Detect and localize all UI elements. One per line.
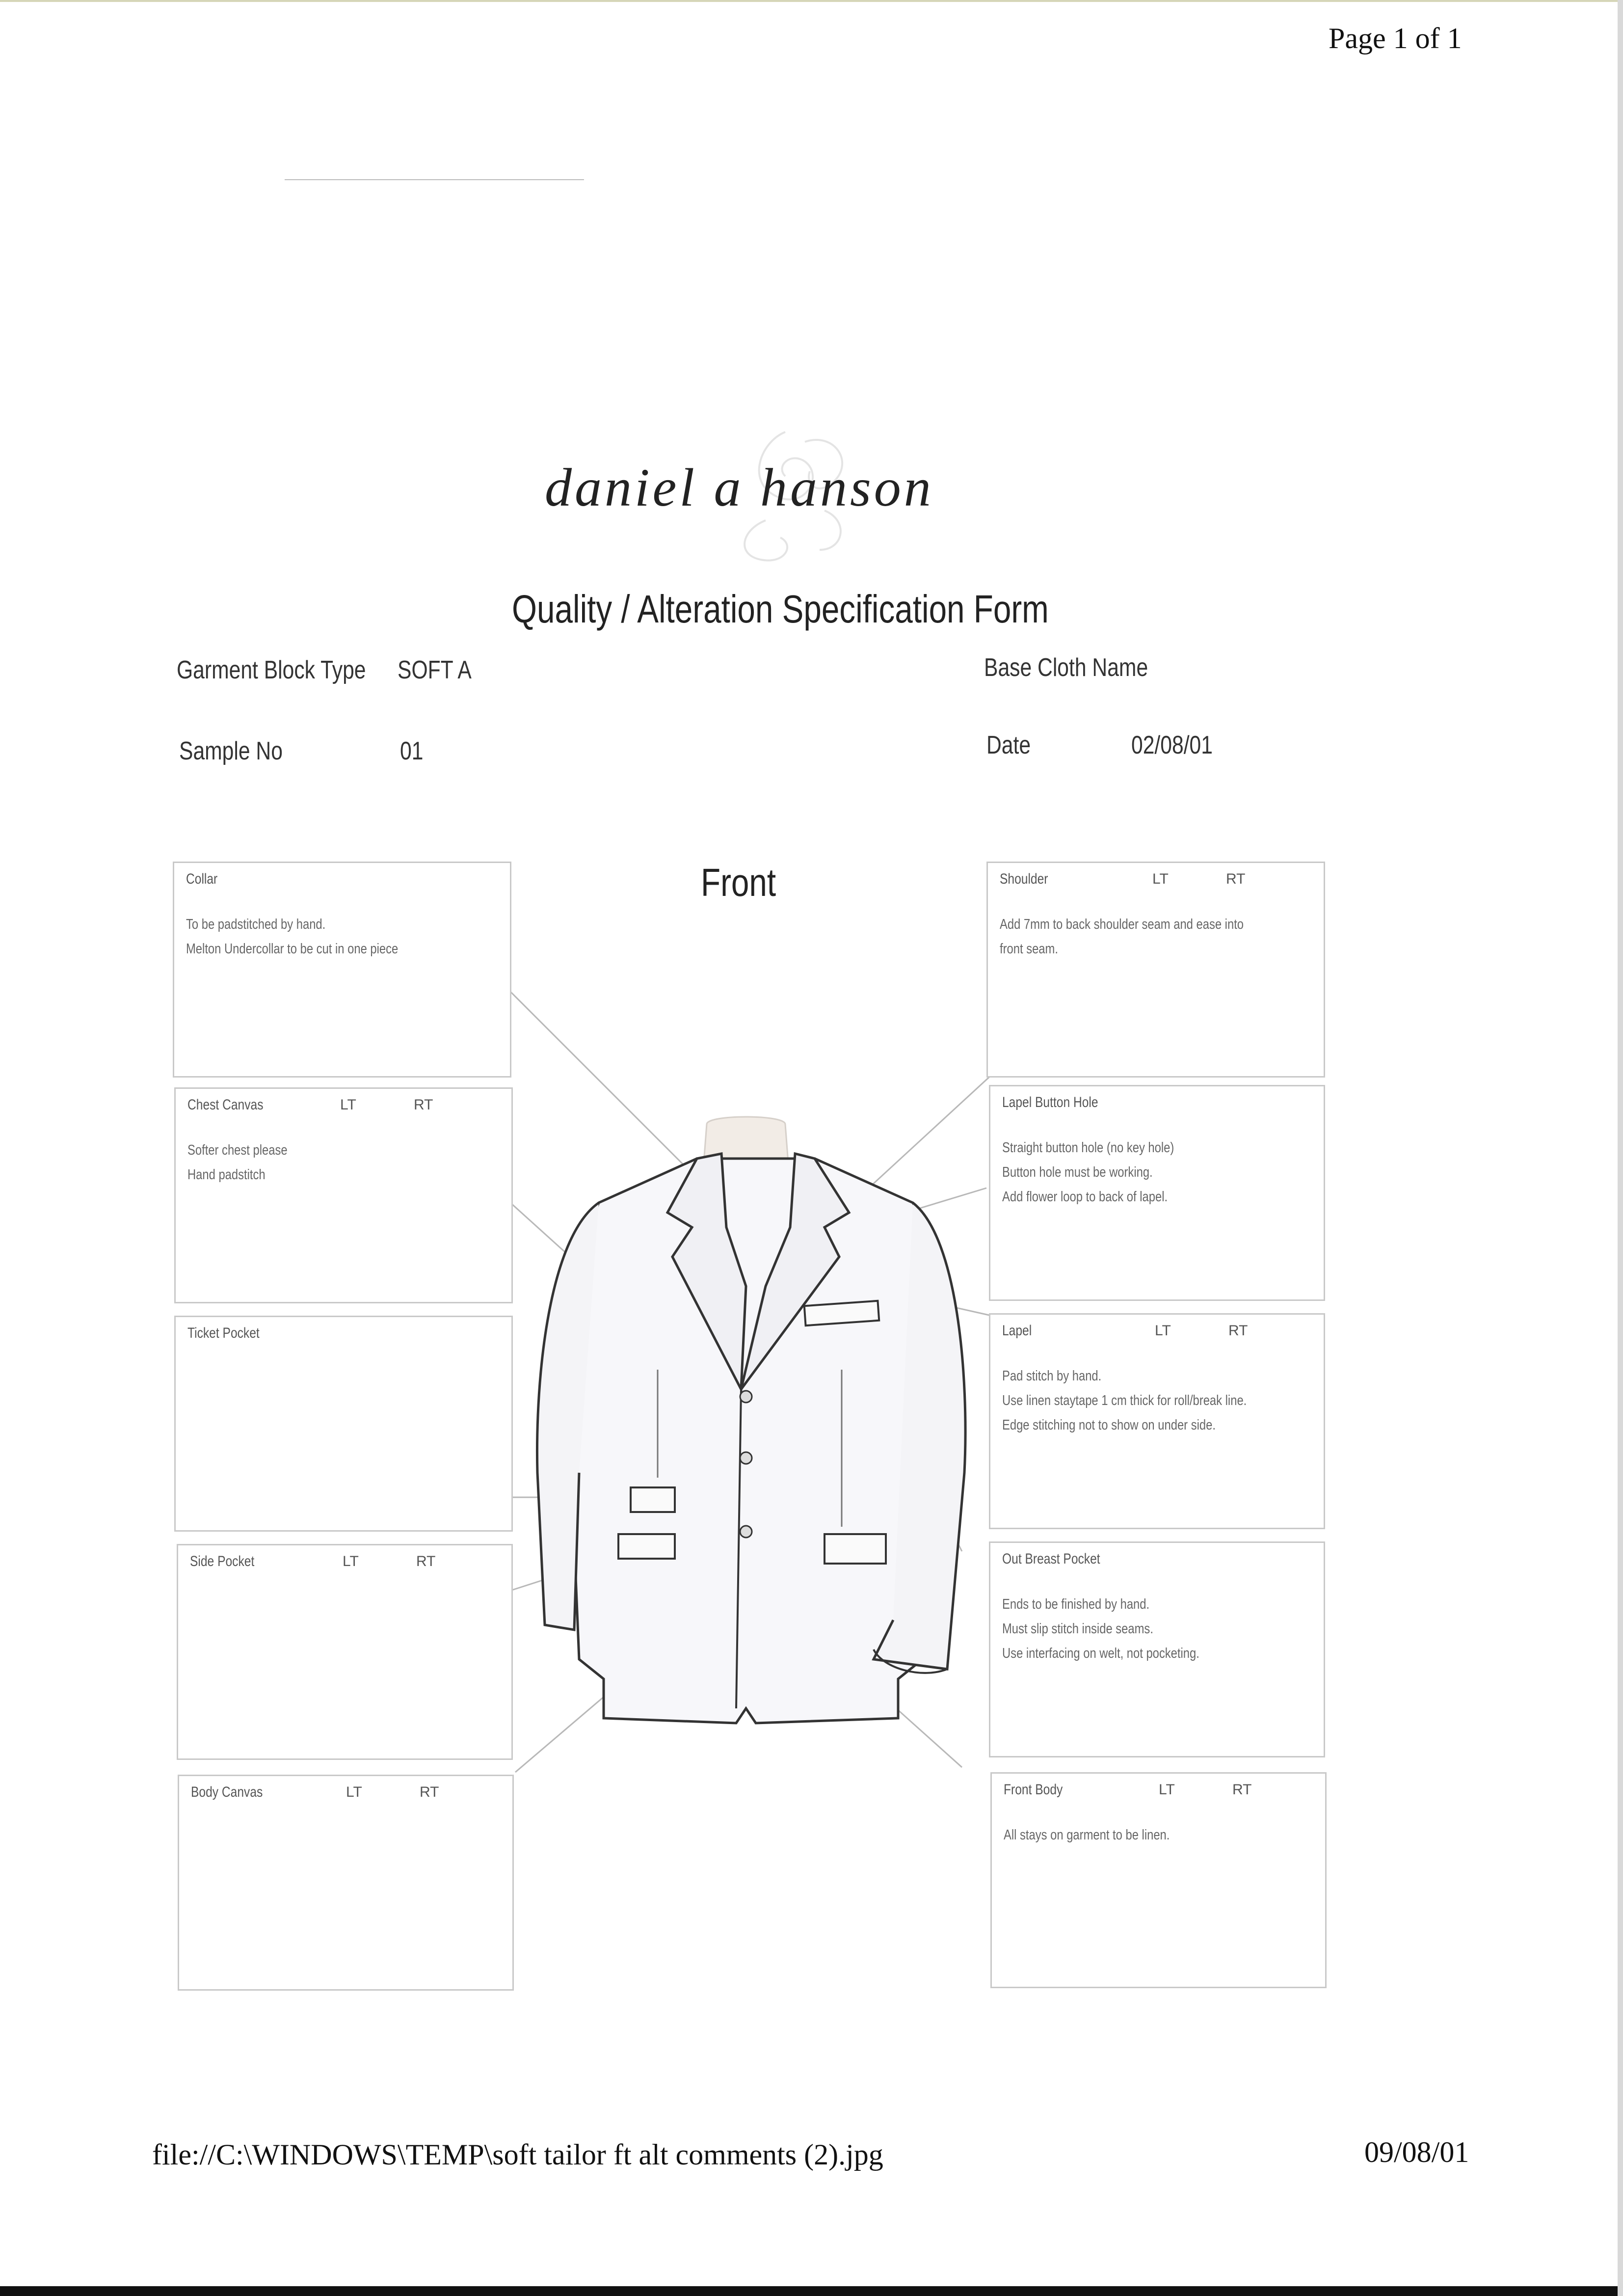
box-lt-label: LT [343, 1553, 359, 1569]
box-title: Front Body [1004, 1782, 1063, 1798]
box-lt-label: LT [346, 1784, 362, 1800]
garment-block-type-label: Garment Block Type [177, 656, 366, 684]
spec-box-lapel-button-hole [989, 1085, 1325, 1301]
form-title: Quality / Alteration Specification Form [512, 587, 1049, 631]
box-rt-label: RT [414, 1097, 433, 1113]
box-rt-label: RT [1228, 1323, 1248, 1339]
box-title: Lapel [1002, 1323, 1032, 1339]
box-lt-label: LT [1155, 1323, 1171, 1339]
box-lt-label: LT [1159, 1782, 1175, 1798]
box-note: Hand padstitch [187, 1167, 266, 1183]
box-note: Pad stitch by hand. [1002, 1368, 1102, 1384]
footer-date: 09/08/01 [1364, 2136, 1469, 2168]
box-rt-label: RT [1232, 1782, 1252, 1798]
spec-box-front-body [990, 1772, 1327, 1988]
box-lt-label: LT [1152, 871, 1169, 887]
spec-box-side-pocket [177, 1544, 513, 1760]
footer-file-path: file://C:\WINDOWS\TEMP\soft tailor ft alt comments (2).jpg [152, 2138, 883, 2171]
date-label: Date [986, 731, 1031, 759]
spec-box-out-breast-pocket [989, 1541, 1325, 1757]
box-title: Ticket Pocket [187, 1325, 260, 1341]
jacket-drawing [537, 1117, 965, 1723]
box-title: Shoulder [1000, 871, 1048, 887]
box-title: Out Breast Pocket [1002, 1551, 1100, 1567]
spec-box-shoulder [986, 862, 1325, 1078]
spec-box-chest-canvas [174, 1087, 513, 1303]
box-title: Body Canvas [191, 1784, 263, 1800]
box-title: Collar [186, 871, 218, 887]
box-title: Chest Canvas [187, 1097, 264, 1113]
box-note: Edge stitching not to show on under side. [1002, 1417, 1216, 1433]
box-rt-label: RT [1226, 871, 1246, 887]
sample-no-value: 01 [400, 737, 424, 765]
page-number: Page 1 of 1 [1329, 22, 1462, 54]
box-title: Lapel Button Hole [1002, 1094, 1098, 1110]
box-rt-label: RT [416, 1553, 436, 1569]
box-note: Add 7mm to back shoulder seam and ease into [1000, 917, 1244, 932]
box-note: Add flower loop to back of lapel. [1002, 1189, 1168, 1205]
sample-no-label: Sample No [179, 737, 283, 765]
box-note: Ends to be finished by hand. [1002, 1596, 1150, 1612]
base-cloth-name-label: Base Cloth Name [984, 653, 1148, 682]
box-lt-label: LT [340, 1097, 356, 1113]
date-value: 02/08/01 [1131, 731, 1213, 759]
box-note: To be padstitched by hand. [186, 917, 326, 932]
spec-box-body-canvas [178, 1775, 514, 1991]
box-note: Melton Undercollar to be cut in one piece [186, 941, 399, 957]
box-note: front seam. [1000, 941, 1058, 957]
box-note: All stays on garment to be linen. [1004, 1827, 1170, 1843]
spec-box-lapel [989, 1313, 1325, 1529]
box-note: Straight button hole (no key hole) [1002, 1140, 1174, 1156]
box-note: Button hole must be working. [1002, 1164, 1153, 1180]
box-title: Side Pocket [190, 1553, 255, 1569]
spec-box-ticket-pocket [174, 1316, 513, 1532]
garment-block-type-value: SOFT A [398, 656, 472, 684]
box-note: Softer chest please [187, 1142, 288, 1158]
box-note: Use interfacing on welt, not pocketing. [1002, 1646, 1199, 1661]
view-label: Front [701, 861, 776, 904]
logo-text: daniel a hanson [545, 458, 934, 517]
box-rt-label: RT [420, 1784, 439, 1800]
box-note: Use linen staytape 1 cm thick for roll/break line. [1002, 1393, 1247, 1408]
box-note: Must slip stitch inside seams. [1002, 1621, 1153, 1637]
spec-box-collar [173, 862, 511, 1078]
